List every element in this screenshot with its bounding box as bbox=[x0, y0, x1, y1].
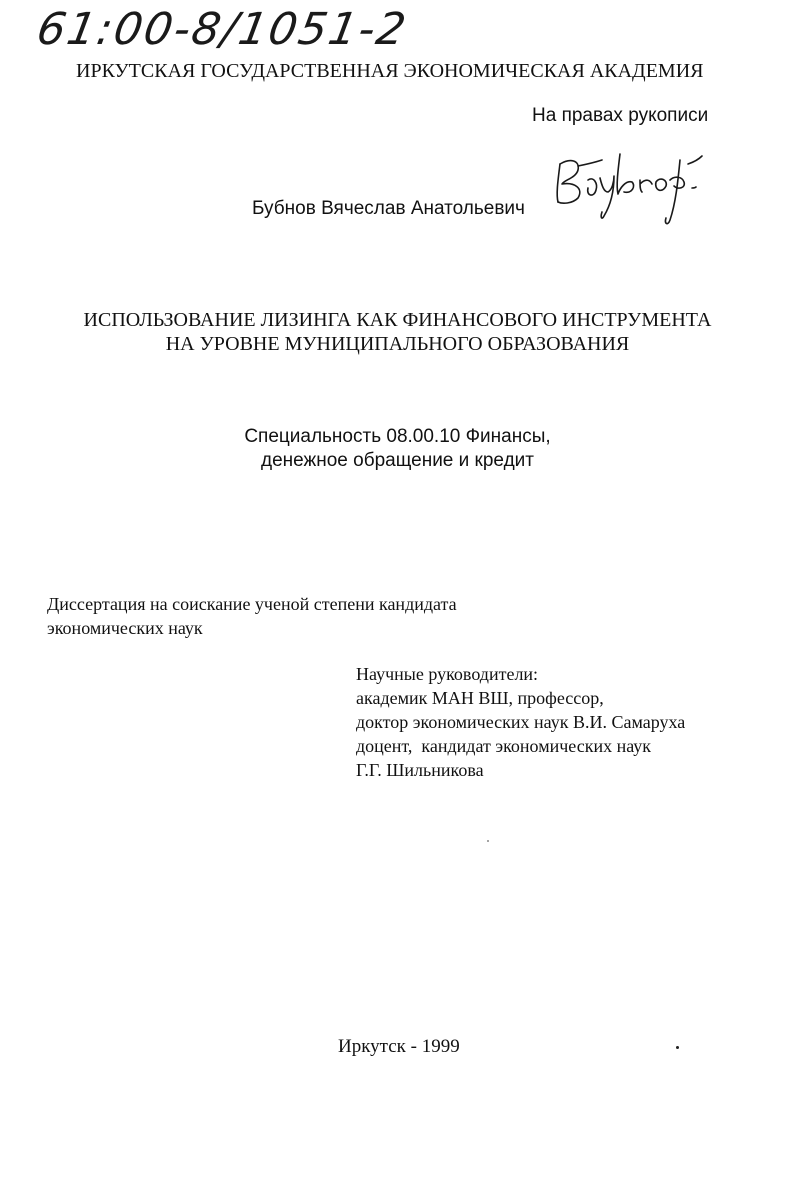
manuscript-rights: На правах рукописи bbox=[532, 105, 709, 126]
scan-speck bbox=[487, 840, 489, 842]
supervisor-line-4: Г.Г. Шильникова bbox=[356, 760, 484, 780]
scan-speck bbox=[676, 1046, 679, 1049]
author-signature bbox=[548, 140, 708, 230]
city-year: Иркутск - 1999 bbox=[338, 1036, 460, 1057]
dissertation-line-2: экономических наук bbox=[47, 618, 203, 638]
specialty-block bbox=[0, 425, 795, 473]
title-line-2: НА УРОВНЕ МУНИЦИПАЛЬНОГО ОБРАЗОВАНИЯ bbox=[165, 333, 630, 355]
institution-name: ИРКУТСКАЯ ГОСУДАРСТВЕННАЯ ЭКОНОМИЧЕСКАЯ АКАДЕМИЯ bbox=[76, 60, 704, 82]
author-name: Бубнов Вячеслав Анатольевич bbox=[252, 198, 525, 219]
supervisor-line-1: академик МАН ВШ, профессор, bbox=[356, 688, 604, 708]
supervisors-block bbox=[356, 662, 685, 782]
dissertation-statement bbox=[47, 592, 457, 640]
specialty-line-1: Специальность 08.00.10 Финансы, bbox=[244, 426, 551, 447]
supervisors-heading: Научные руководители: bbox=[356, 664, 539, 684]
dissertation-line-1: Диссертация на соискание ученой степени кандидата bbox=[47, 594, 457, 614]
specialty-line-2: денежное обращение и кредит bbox=[261, 450, 534, 471]
archive-number: 61:00-8/1051-2 bbox=[33, 4, 412, 55]
title-line-1: ИСПОЛЬЗОВАНИЕ ЛИЗИНГА КАК ФИНАНСОВОГО ИНСТРУМЕНТА bbox=[83, 309, 712, 331]
supervisor-line-2: доктор экономических наук В.И. Самаруха bbox=[356, 712, 686, 732]
supervisor-line-3: доцент, кандидат экономических наук bbox=[356, 736, 652, 756]
dissertation-title bbox=[0, 308, 795, 356]
